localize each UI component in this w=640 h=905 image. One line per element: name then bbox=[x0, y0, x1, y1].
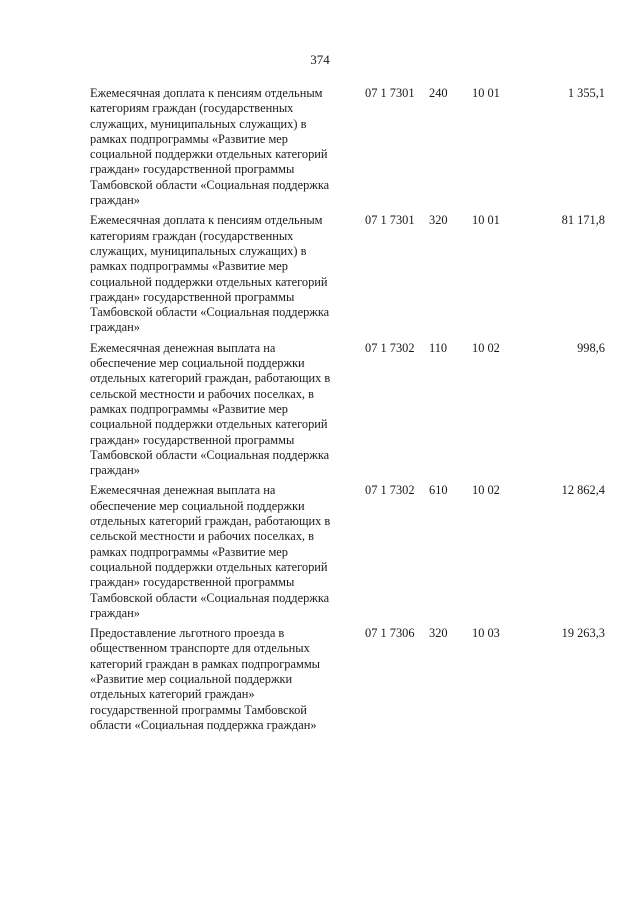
table-row bbox=[90, 626, 605, 733]
amount: 81 171,8 bbox=[561, 213, 605, 228]
target-article-code: 07 1 7302 bbox=[365, 340, 415, 355]
target-article-code: 07 1 7306 bbox=[365, 626, 415, 641]
section-code: 10 01 bbox=[472, 86, 500, 100]
table-row bbox=[90, 483, 605, 621]
page-number: 374 bbox=[310, 52, 330, 67]
row-description: Предоставление льготного проезда в общественном транспорте для отдельных категорий граждан в рамках подпрограммы «Развитие мер социальной поддержки отдельных категорий граждан» государственной программы Тамбовской области «Социальная поддержка граждан» bbox=[90, 626, 321, 732]
expense-type-code: 610 bbox=[429, 483, 448, 498]
budget-table bbox=[90, 86, 605, 738]
target-article-code: 07 1 7301 bbox=[365, 213, 415, 228]
table-row bbox=[90, 341, 605, 479]
row-description: Ежемесячная доплата к пенсиям отдельным категориям граждан (государственных служащих, муниципальных служащих) в рамках подпрограммы «Развитие мер социальной поддержки отдельных категорий граждан» государственной программы Тамбовской области «Социальная поддержка граждан» bbox=[90, 213, 330, 335]
section-code: 10 02 bbox=[472, 483, 500, 498]
section-code: 10 02 bbox=[472, 340, 500, 355]
amount: 998,6 bbox=[577, 340, 605, 355]
row-description: Ежемесячная доплата к пенсиям отдельным категориям граждан (государственных служащих, муниципальных служащих) в рамках подпрограммы «Развитие мер социальной поддержки отдельных категорий граждан» государственной программы Тамбовской области «Социальная поддержка граждан» bbox=[90, 86, 330, 208]
expense-type-code: 240 bbox=[429, 86, 448, 100]
table-row bbox=[90, 213, 605, 335]
amount: 1 355,1 bbox=[567, 86, 605, 100]
target-article-code: 07 1 7302 bbox=[365, 483, 415, 498]
section-code: 10 03 bbox=[472, 626, 500, 641]
expense-type-code: 320 bbox=[429, 213, 448, 228]
amount: 12 862,4 bbox=[561, 483, 605, 498]
amount: 19 263,3 bbox=[561, 626, 605, 641]
expense-type-code: 110 bbox=[429, 340, 448, 355]
expense-type-code: 320 bbox=[429, 626, 448, 641]
row-description: Ежемесячная денежная выплата на обеспечение мер социальной поддержки отдельных категорий граждан, работающих в сельской местности и рабочих поселках, в рамках подпрограммы «Развитие мер социальной поддержки отдельных категорий граждан» государственной программы Тамбовской области «Социальная поддержка граждан» bbox=[90, 483, 331, 620]
row-description: Ежемесячная денежная выплата на обеспечение мер социальной поддержки отдельных категорий граждан, работающих в сельской местности и рабочих поселках, в рамках подпрограммы «Развитие мер социальной поддержки отдельных категорий граждан» государственной программы Тамбовской области «Социальная поддержка граждан» bbox=[90, 340, 331, 478]
table-row bbox=[90, 86, 605, 208]
target-article-code: 07 1 7301 bbox=[365, 86, 415, 100]
section-code: 10 01 bbox=[472, 213, 500, 228]
